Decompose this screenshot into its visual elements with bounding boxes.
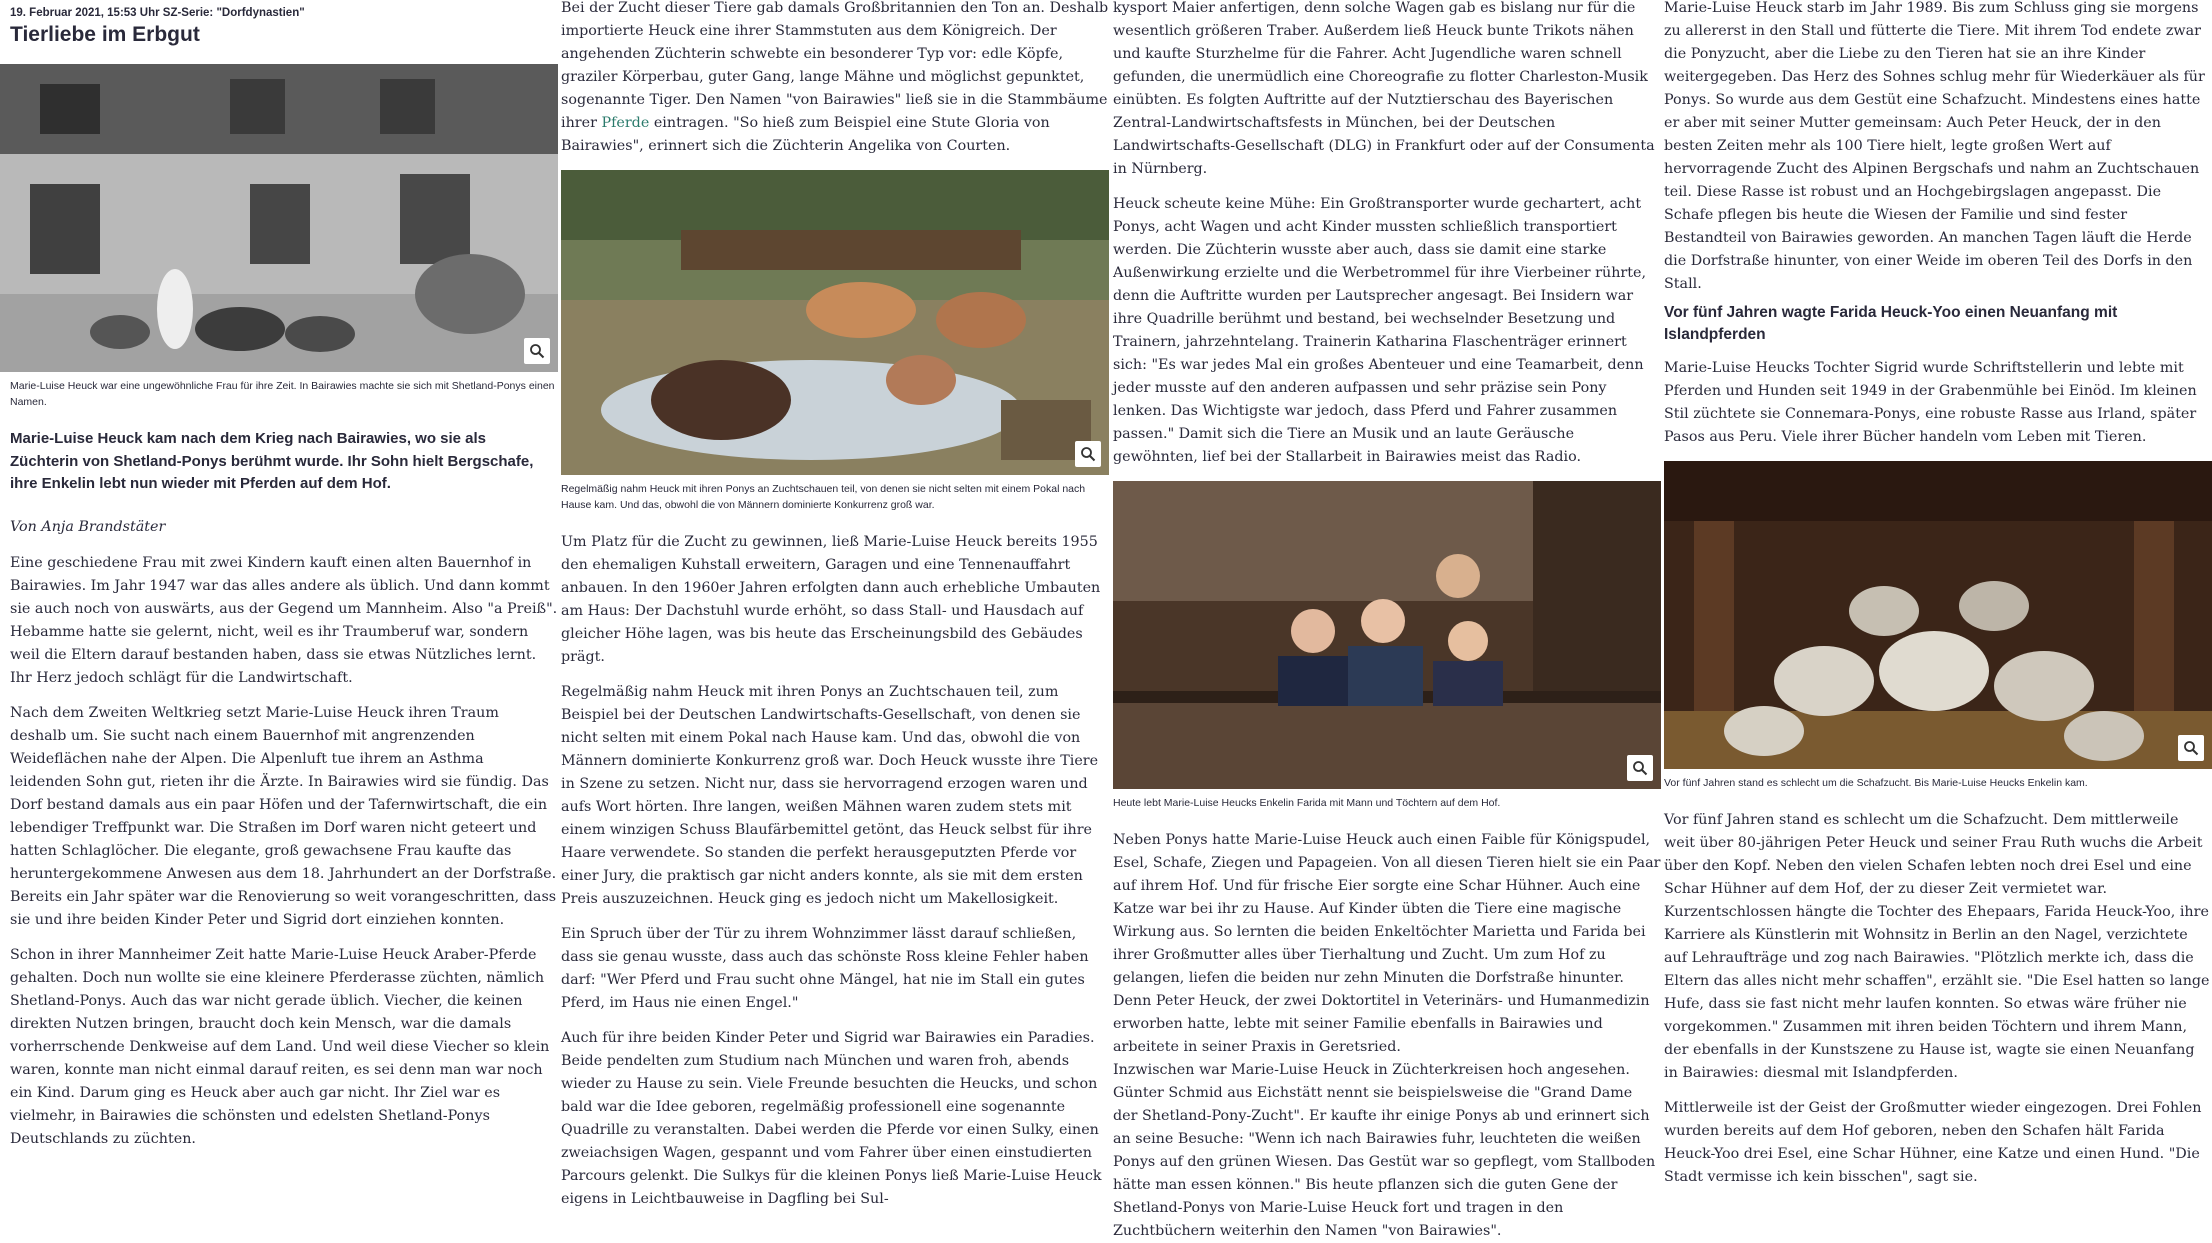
farmhouse-image [0, 64, 558, 372]
paragraph: kysport Maier anfertigen, denn solche Wagen gab es bislang nur für die wesentlich größeren Traber. Außerdem ließ Heuck bunte Trikots nähen und kaufte Sturzhelme für die Fahrer. Acht Jugendliche waren schnell gefunden, die unermüdlich eine Choreografie zu flotter Charleston-Musik einübten. Es folgten Auftritte auf der Nutztierschau des Bayerischen Zentral-Landwirtschaftsfests in München, bei der Deutschen Landwirtschafts-Gesellschaft (DLG) in Frankfurt oder auf der Consumenta in Nürnberg. [1113, 0, 1655, 177]
paragraph: Inzwischen war Marie-Luise Heuck in Züchterkreisen hoch angesehen. Günter Schmid aus Eichstätt nennt sie beispielsweise die "Grand Dame der Shetland-Pony-Zucht". Er kaufte ihr einige Ponys ab und erinnert sich an seine Besuche: "Wenn ich nach Bairawies fuhr, leuchteten die weißen Ponys auf den grünen Wiesen. Das Gestüt war so gepflegt, vom Stallboden hätte man essen können." Bis heute pflanzen sich die guten Gene der Shetland-Ponys von Marie-Luise Heuck fort und tragen in den Zuchtbüchern weiterhin den Namen "von Bairawies". [1113, 1062, 1656, 1239]
author-line: Von Anja Brandstäter [10, 518, 166, 535]
article-meta: 19. Februar 2021, 15:53 Uhr SZ-Serie: "Dorfdynastien" [10, 7, 305, 19]
column-1 [10, 0, 558, 1148]
paragraph: Nach dem Zweiten Weltkrieg setzt Marie-Luise Heuck ihren Traum deshalb um. Sie sucht nach einem Bauernhof mit angrenzenden Weideflächen nahe der Alpen. Die Alpenluft tue ihrem an Asthma leidenden Sohn gut, rieten ihr die Ärzte. In Bairawies wird sie fündig. Das Dorf bestand damals aus ein paar Höfen und der Tafernwirtschaft, die ein lebendiger Treffpunkt war. Die Straßen im Dorf waren nicht geteert und hatten Schlaglöcher. Die elegante, groß gewachsene Frau kaufte das heruntergekommene Anwesen aus dem 18. Jahrhundert an der Dorfstraße. Bereits ein Jahr später war die Renovierung so weit vorangeschritten, dass sie und ihre beiden Kinder Peter und Sigrid dort einziehen konnten. [10, 704, 557, 928]
paragraph: Neben Ponys hatte Marie-Luise Heuck auch einen Faible für Königspudel, Esel, Schafe, Ziegen und Papageien. Von all diesen Tieren hielt sie ein Paar auf ihrem Hof. Und für frische Eier sorgte eine Schar Hühner. Auch eine Katze war bei ihr zu Hause. Auf Kinder übten die Tiere eine magische Wirkung aus. So lernten die beiden Enkeltöchter Marietta und Farida bei ihrer Großmutter alles über Tierhaltung und Zucht. Um zum Hof zu gelangen, liefen die beiden nur zehn Minuten die Dorfstraße hinunter. Denn Peter Heuck, der zwei Doktortitel in Veterinärs- und Humanmedizin erworben hatte, lebte mit seiner Familie ebenfalls in Bairawies und arbeitete in seiner Praxis in Geretsried. [1113, 832, 1661, 1055]
paragraph [561, 0, 1109, 158]
paragraph: Vor fünf Jahren stand es schlecht um die Schafzucht. Dem mittlerweile weit über 80-jährigen Peter Heuck und seiner Frau Ruth wuchs die Arbeit über den Kopf. Neben den vielen Schafen lebten noch drei Esel und eine Schar Hühner auf dem Hof, der zu dieser Zeit vermietet war. Kurzentschlossen hängte die Tochter des Ehepaars, Farida Heuck-Yoo, ihre Karriere als Künstlerin mit Wohnsitz in Berlin an den Nagel, verzichtete auf Lehraufträge und zog nach Bairawies. "Plötzlich merkte ich, dass die Eltern das alles nicht mehr schaffen", erzählt sie. "Die Esel hatten so lange Hufe, dass sie fast nicht mehr laufen konnten. So etwas wäre früher nie vorgekommen." Zusammen mit ihren beiden Töchtern und ihrem Mann, der ebenfalls in der Kunstszene zu Hause ist, wagte sie einen Neuanfang in Bairawies: diesmal mit Islandpferden. [1664, 812, 2210, 1081]
paragraph: Regelmäßig nahm Heuck mit ihren Ponys an Zuchtschauen teil, zum Beispiel bei der Deutschen Landwirtschafts-Gesellschaft, von denen sie nicht selten mit einem Pokal nach Hause kam. Und das, obwohl die von Männern dominierte Konkurrenz groß war. Doch Heuck wusste ihre Tiere in Szene zu setzen. Nicht nur, dass sie hervorragend erzogen waren und aufs Wort hörten. Ihre langen, weißen Mähnen waren zudem stets mit einem winzigen Schuss Blaufärbemittel getönt, das Heuck selbst für ihre Haare verwendete. So standen die perfekt herausgeputzten Pferde vor einer Jury, die praktisch gar nicht anders konnte, als sie mit dem ersten Preis auszuzeichnen. Heuck ging es jedoch nicht um Makellosigkeit. [561, 684, 1099, 907]
paragraph: Um Platz für die Zucht zu gewinnen, ließ Marie-Luise Heuck bereits 1955 den ehemaligen Kuhstall erweitern, Garagen und eine Tennenauffahrt anbauen. In den 1960er Jahren erfolgten dann auch erhebliche Umbauten am Haus: Der Dachstuhl wurde erhöht, so dass Stall- und Hausdach auf gleicher Höhe lagen, was bis heute das Erscheinungsbild des Gebäudes prägt. [561, 534, 1101, 665]
article-title: Tierliebe im Erbgut [10, 23, 200, 46]
article-lead: Marie-Luise Heuck kam nach dem Krieg nach Bairawies, wo sie als Züchterin von Shetland-Ponys berühmt wurde. Ihr Sohn hielt Bergschafe, ihre Enkelin lebt nun wieder mit Pferden auf dem Hof. [10, 430, 534, 492]
photo-ponies-running[interactable] [561, 170, 1109, 475]
photo-family[interactable] [1113, 481, 1661, 789]
column-2 [561, 0, 1109, 1207]
pferde-link[interactable]: Pferde [601, 115, 650, 131]
photo-caption: Marie-Luise Heuck war eine ungewöhnliche Frau für ihre Zeit. In Bairawies machte sie sich mit Shetland-Ponys einen Namen. [10, 380, 555, 408]
photo-caption: Heute lebt Marie-Luise Heucks Enkelin Farida mit Mann und Töchtern auf dem Hof. [1113, 797, 1501, 809]
paragraph: Auch für ihre beiden Kinder Peter und Sigrid war Bairawies ein Paradies. Beide pendelten zum Studium nach München und waren froh, abends wieder zu Hause zu sein. Viele Freunde besuchten die Heucks, und schon bald war die Idee geboren, regelmäßig professionell eine sogenannte Quadrille zu veranstalten. Dabei werden die Pferde vor einen Sulky, einen zweiachsigen Wagen, gespannt und vom Fahrer über einen einstudierten Parcours gelenkt. Die Sulkys für die kleinen Ponys ließ Marie-Luise Heuck eigens in Leichtbauweise in Dagfling bei Sul- [561, 1030, 1102, 1207]
column-4 [1664, 0, 2212, 1185]
paragraph: Marie-Luise Heuck starb im Jahr 1989. Bis zum Schluss ging sie morgens zu allererst in den Stall und fütterte die Tiere. Mit ihrem Tod endete zwar die Ponyzucht, aber die Liebe zu den Tieren hat sie an ihre Kinder weitergegeben. Das Herz des Sohnes schlug mehr für Wiederkäuer als für Ponys. So wurde aus dem Gestüt eine Schafzucht. Mindestens eines hatte er aber mit seiner Mutter gemeinsam: Auch Peter Heuck, der in den besten Zeiten mehr als 100 Tiere hielt, legte großen Wert auf hervorragende Zucht des Alpinen Bergschafs und nahm an Zuchtschauen teil. Diese Rasse ist robust und an Hochgebirgslagen angepasst. Die Schafe pflegen bis heute die Wiesen der Familie und sind fester Bestandteil von Bairawies geworden. An manchen Tagen läuft die Herde die Dorfstraße hinunter, von einer Weide im oberen Teil des Dorfs in den Stall. [1664, 0, 2205, 292]
paragraph: Ein Spruch über der Tür zu ihrem Wohnzimmer lässt darauf schließen, dass sie genau wusste, dass auch das schönste Ross kleine Fehler haben darf: "Wer Pferd und Frau sucht ohne Mängel, hat nie im Stall ein gutes Pferd, im Haus nie einen Engel." [561, 926, 1089, 1011]
zoom-button[interactable] [1627, 755, 1653, 781]
paragraph: Heuck scheute keine Mühe: Ein Großtransporter wurde gechartert, acht Ponys, acht Wagen und acht Kinder mussten schließlich transportiert werden. Die Züchterin wusste aber auch, dass sie damit eine starke Außenwirkung erzielte und die Werbetrommel für ihre Vierbeiner rührte, denn die Auftritte wurden per Lautsprecher angesagt. Bei Insidern war ihre Quadrille berühmt und bestand, bei wechselnder Besetzung und Trainern, jahrzehntelang. Trainerin Katharina Flaschenträger erinnert sich: "Es war jedes Mal ein großes Abenteuer und eine Teamarbeit, denn jeder musste auf den anderen aufpassen und sehr präzise sein Pony lenken. Das Wichtigste war jedoch, dass Pferd und Fahrer zusammen passen." Damit sich die Tiere an Musik und an laute Geräusche gewöhnten, lief bei der Stallarbeit in Bairawies meist das Radio. [1113, 196, 1647, 465]
photo-caption: Regelmäßig nahm Heuck mit ihren Ponys an Zuchtschauen teil, von denen sie nicht selten mit einem Pokal nach Hause kam. Und das, obwohl die von Männern dominierte Konkurrenz groß war. [561, 483, 1086, 511]
photo-caption: Vor fünf Jahren stand es schlecht um die Schafzucht. Bis Marie-Luise Heucks Enkelin kam. [1664, 777, 2088, 789]
magnifier-icon [2183, 740, 2199, 756]
paragraph: Mittlerweile ist der Geist der Großmutter wieder eingezogen. Drei Fohlen wurden bereits auf dem Hof geboren, neben den Schafen hält Farida Heuck-Yoo drei Esel, eine Schar Hühner, eine Katze und einen Hund. "Die Stadt vermisse ich kein bisschen", sagt sie. [1664, 1100, 2202, 1185]
column-3 [1113, 0, 1661, 1239]
photo-farmhouse[interactable] [0, 64, 558, 372]
subheading: Vor fünf Jahren wagte Farida Heuck-Yoo einen Neuanfang mit Islandpferden [1664, 304, 2118, 343]
paragraph: Schon in ihrer Mannheimer Zeit hatte Marie-Luise Heuck Araber-Pferde gehalten. Doch nun wollte sie eine kleinere Pferderasse züchten, nämlich Shetland-Ponys. Auch das war nicht gerade üblich. Viecher, die keinen direkten Nutzen bringen, braucht doch kein Mensch, war die damals vorherrschende Denkweise auf dem Land. Und weil diese Viecher so klein waren, konnte man nicht einmal darauf reiten, es sei denn man war noch ein Kind. Darum ging es Heuck aber auch gar nicht. Ihr Ziel war es vielmehr, in Bairawies die schönsten und edelsten Shetland-Ponys Deutschlands zu züchten. [10, 946, 550, 1147]
magnifier-icon [529, 343, 545, 359]
magnifier-icon [1632, 760, 1648, 776]
paragraph-text: Bei der Zucht dieser Tiere gab damals Großbritannien den Ton an. Deshalb importierte Heuck eine ihrer Stammstuten aus dem Königreich. Der angehenden Züchterin schwebte ein besonderer Typ vor: edle Köpfe, graziler Körperbau, guter Gang, lange Mähne und möglichst gepunktet, sogenannte Tiger. Den Namen "von Bairawies" ließ sie in die Stammbäume ihrer [561, 0, 1109, 131]
family-image [1113, 481, 1661, 789]
paragraph-text: eintragen. "So hieß zum Beispiel eine Stute Gloria von Bairawies", erinnert sich die Züchterin Angelika von Courten. [561, 115, 1050, 154]
zoom-button[interactable] [524, 338, 550, 364]
paragraph: Eine geschiedene Frau mit zwei Kindern kauft einen alten Bauernhof in Bairawies. Im Jahr 1947 war das alles andere als üblich. Und dann kommt sie auch noch von auswärts, aus der Gegend um Mannheim. Also "a Preiß". Hebamme hatte sie gelernt, nicht, weil es ihr Traumberuf war, sondern weil die Eltern darauf bestanden haben, dass sie etwas Nützliches lernt. Ihr Herz jedoch schlägt für die Landwirtschaft. [10, 554, 558, 686]
sheep-image [1664, 461, 2212, 769]
photo-sheep-stable[interactable] [1664, 461, 2212, 769]
paragraph: Marie-Luise Heucks Tochter Sigrid wurde Schriftstellerin und lebte mit Pferden und Hunden seit 1949 in der Grabenmühle bei Einöd. Im kleinen Stil züchtete sie Connemara-Ponys, eine robuste Rasse aus Irland, später Pasos aus Peru. Viele ihrer Bücher handeln vom Leben mit Tieren. [1664, 360, 2197, 445]
zoom-button[interactable] [1075, 441, 1101, 467]
magnifier-icon [1080, 446, 1096, 462]
zoom-button[interactable] [2178, 735, 2204, 761]
ponies-image [561, 170, 1109, 475]
